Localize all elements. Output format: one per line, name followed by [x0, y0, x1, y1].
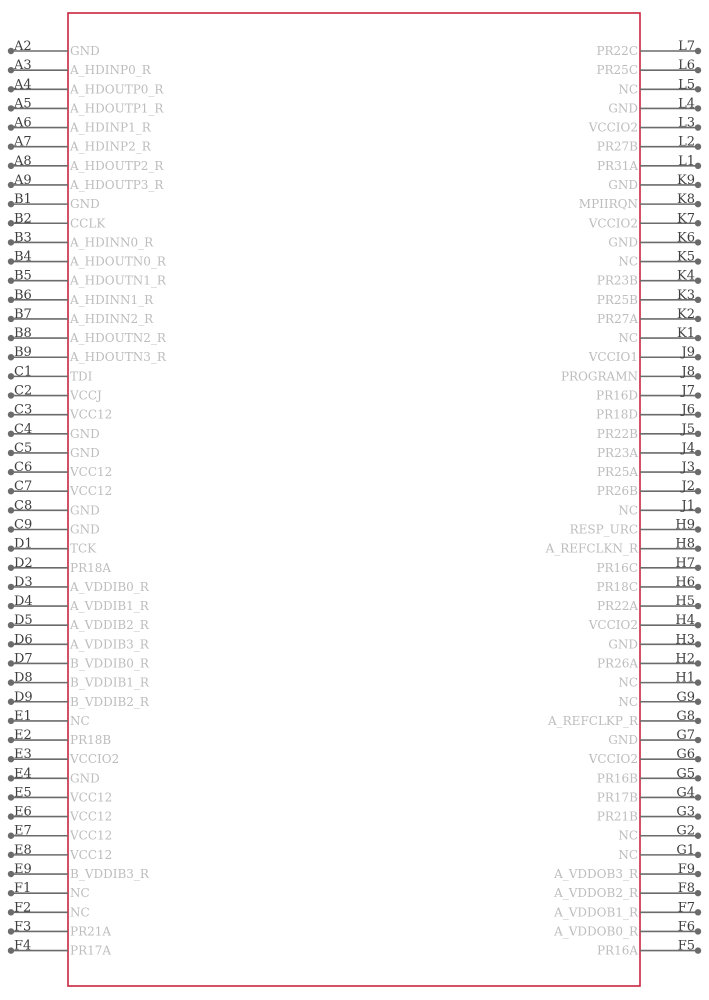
- pin-endpoint-dot: [695, 354, 701, 360]
- pin-name: A_REFCLKP_R: [547, 713, 638, 728]
- pin-name: NC: [618, 694, 638, 709]
- pin-name: VCCIO1: [588, 350, 638, 365]
- pin-name: GND: [608, 733, 638, 748]
- pin-name: PR23A: [596, 445, 638, 460]
- pin-number: G8: [676, 708, 695, 724]
- pin-number: B5: [14, 268, 32, 284]
- pin-number: B9: [14, 345, 32, 361]
- pin-name: A_HDINN2_R: [70, 311, 154, 326]
- pin-number: F8: [677, 881, 695, 897]
- pin-name: PR18C: [596, 579, 638, 594]
- pin-endpoint-dot: [695, 890, 701, 896]
- pin-number: H7: [675, 555, 695, 571]
- pin-number: L7: [678, 39, 695, 54]
- pin-name: A_VDDOB1_R: [554, 905, 638, 920]
- pin-name: GND: [70, 445, 100, 460]
- pin-endpoint-dot: [695, 871, 701, 877]
- pin-number: D5: [14, 613, 33, 629]
- pin-name: A_VDDIB3_R: [70, 637, 149, 652]
- pin-number: K4: [677, 268, 695, 284]
- pin-name: GND: [608, 101, 638, 116]
- pin-name: VCC12: [70, 847, 113, 862]
- pin-name: A_HDOUTP1_R: [70, 101, 164, 116]
- pin-name: VCCJ: [70, 388, 102, 403]
- pin-number: A8: [14, 153, 32, 169]
- pin-name: A_HDOUTP0_R: [70, 82, 164, 97]
- pin-number: K2: [677, 306, 695, 322]
- pin-number: A6: [14, 115, 32, 131]
- pin-name: NC: [618, 331, 638, 346]
- pin-endpoint-dot: [695, 373, 701, 379]
- pin-name: GND: [70, 426, 100, 441]
- pin-number: F3: [14, 919, 32, 935]
- pin-number: B6: [14, 287, 32, 303]
- pin-number: F6: [677, 919, 695, 935]
- pin-name: NC: [70, 713, 90, 728]
- pin-endpoint-dot: [695, 488, 701, 494]
- pin-number: J4: [681, 440, 695, 456]
- pin-number: F5: [677, 938, 695, 954]
- pin-number: F9: [677, 862, 695, 878]
- pin-name: PR17A: [70, 943, 112, 958]
- pin-name: GND: [70, 44, 100, 58]
- pin-name: RESP_URC: [569, 522, 638, 537]
- pin-number: J9: [681, 345, 695, 361]
- pin-number: B3: [14, 230, 32, 246]
- pin-endpoint-dot: [695, 431, 701, 437]
- pin-name: PR25C: [596, 63, 638, 78]
- pin-name: GND: [70, 522, 100, 537]
- pin-name: GND: [608, 177, 638, 192]
- pin-name: VCC12: [70, 828, 113, 843]
- pin-endpoint-dot: [695, 469, 701, 475]
- pin-endpoint-dot: [695, 67, 701, 73]
- pin-name: A_VDDOB2_R: [554, 886, 638, 901]
- pin-endpoint-dot: [695, 603, 701, 609]
- pin-number: C1: [14, 364, 33, 380]
- pin-number: L1: [678, 153, 695, 169]
- pin-number: G1: [676, 842, 695, 858]
- pin-number: J8: [681, 364, 695, 380]
- pin-name: A_HDINP2_R: [70, 139, 151, 154]
- pin-name: VCC12: [70, 465, 113, 480]
- pin-name: GND: [70, 771, 100, 786]
- pin-name: GND: [608, 637, 638, 652]
- pin-endpoint-dot: [695, 775, 701, 781]
- pin-number: H8: [675, 536, 695, 552]
- pin-name: PR18D: [596, 407, 638, 422]
- pin-number: K6: [677, 230, 695, 246]
- pin-endpoint-dot: [695, 909, 701, 915]
- pin-number: A4: [14, 77, 32, 93]
- pin-endpoint-dot: [695, 813, 701, 819]
- pin-endpoint-dot: [695, 794, 701, 800]
- pin-number: A2: [14, 39, 32, 54]
- pin-name: NC: [70, 886, 90, 901]
- pin-number: J3: [681, 460, 695, 476]
- pin-name: VCC12: [70, 790, 113, 805]
- pin-number: J5: [681, 421, 695, 437]
- pin-number: C2: [14, 383, 33, 399]
- pin-name: NC: [618, 503, 638, 518]
- pin-number: L2: [678, 134, 695, 150]
- pin-number: C6: [14, 460, 33, 476]
- pin-endpoint-dot: [695, 450, 701, 456]
- pin-number: H6: [675, 574, 695, 590]
- pin-name: MPIIRQN: [578, 197, 638, 212]
- pin-number: D3: [14, 574, 33, 590]
- pin-name: NC: [618, 82, 638, 97]
- pin-endpoint-dot: [695, 641, 701, 647]
- pin-number: J1: [681, 498, 695, 514]
- pin-number: A5: [14, 96, 32, 112]
- pin-number: L6: [678, 58, 695, 74]
- pin-endpoint-dot: [695, 928, 701, 934]
- pin-number: K8: [677, 192, 695, 208]
- pin-name: PR18B: [70, 733, 112, 748]
- pin-name: PR16C: [596, 560, 638, 575]
- pin-endpoint-dot: [695, 622, 701, 628]
- pin-endpoint-dot: [695, 947, 701, 953]
- pin-number: B8: [14, 326, 32, 342]
- pin-number: A9: [14, 172, 32, 188]
- pin-name: NC: [70, 905, 90, 920]
- pin-number: D4: [14, 594, 33, 610]
- pin-endpoint-dot: [695, 105, 701, 111]
- pin-name: A_HDINN0_R: [70, 235, 154, 250]
- pin-number: D1: [14, 536, 33, 552]
- pin-name: PR16D: [596, 388, 638, 403]
- pin-endpoint-dot: [695, 316, 701, 322]
- pin-number: J7: [681, 383, 695, 399]
- pin-name: PR16A: [596, 943, 638, 958]
- pin-number: F4: [14, 938, 32, 954]
- pin-number: H1: [675, 670, 695, 686]
- pin-name: VCC12: [70, 809, 113, 824]
- pin-number: E1: [14, 708, 32, 724]
- pin-number: B2: [14, 211, 32, 227]
- pin-name: A_VDDIB2_R: [70, 618, 149, 633]
- pin-name: VCCIO2: [588, 216, 638, 231]
- pin-number: C8: [14, 498, 33, 514]
- pin-number: F7: [677, 900, 695, 916]
- pin-number: E3: [14, 747, 32, 763]
- pin-number: G6: [676, 747, 695, 763]
- pin-number: L3: [678, 115, 695, 131]
- pin-name: A_HDOUTP2_R: [70, 158, 164, 173]
- pin-endpoint-dot: [695, 182, 701, 188]
- pin-name: PR22C: [596, 44, 638, 58]
- pin-endpoint-dot: [695, 335, 701, 341]
- pin-endpoint-dot: [695, 220, 701, 226]
- pin-number: D6: [14, 632, 33, 648]
- pin-endpoint-dot: [695, 718, 701, 724]
- pin-endpoint-dot: [695, 86, 701, 92]
- pin-number: E8: [14, 842, 32, 858]
- pin-endpoint-dot: [695, 392, 701, 398]
- pin-name: CCLK: [70, 216, 106, 231]
- pin-number: J2: [681, 479, 695, 495]
- pin-name: PR26A: [596, 656, 638, 671]
- pin-number: G3: [676, 804, 695, 820]
- pin-name: TDI: [70, 369, 93, 384]
- pin-name: B_VDDIB0_R: [70, 656, 149, 671]
- pin-name: A_VDDOB0_R: [554, 924, 638, 939]
- pin-name: GND: [70, 197, 100, 212]
- pin-endpoint-dot: [695, 507, 701, 513]
- pin-endpoint-dot: [695, 201, 701, 207]
- pin-number: C9: [14, 517, 33, 533]
- pin-number: H9: [675, 517, 695, 533]
- pin-endpoint-dot: [695, 258, 701, 264]
- pin-number: L5: [678, 77, 695, 93]
- pin-name: PR17B: [596, 790, 638, 805]
- pin-name: A_HDOUTN3_R: [70, 350, 166, 365]
- pin-number: C3: [14, 402, 33, 418]
- pin-name: VCCIO2: [70, 752, 120, 767]
- pin-name: VCCIO2: [588, 752, 638, 767]
- pin-number: G7: [676, 728, 695, 744]
- pin-endpoint-dot: [695, 411, 701, 417]
- pin-number: E2: [14, 728, 32, 744]
- pin-name: PR21A: [70, 924, 112, 939]
- pin-name: PR21B: [596, 809, 638, 824]
- pin-number: D2: [14, 555, 33, 571]
- pin-name: A_REFCLKN_R: [545, 541, 638, 556]
- pin-number: K3: [677, 287, 695, 303]
- pin-name: PR25A: [596, 465, 638, 480]
- pin-endpoint-dot: [695, 48, 701, 54]
- pin-name: B_VDDIB2_R: [70, 694, 149, 709]
- pin-name: A_VDDIB1_R: [70, 599, 149, 614]
- pin-number: B4: [14, 249, 32, 265]
- pin-number: A7: [14, 134, 32, 150]
- pin-number: C4: [14, 421, 33, 437]
- pin-endpoint-dot: [695, 660, 701, 666]
- pin-endpoint-dot: [695, 833, 701, 839]
- pin-number: K7: [677, 211, 695, 227]
- pin-name: VCCIO2: [588, 618, 638, 633]
- pin-number: E4: [14, 766, 32, 782]
- pin-name: PROGRAMN: [560, 369, 638, 384]
- pin-name: PR18A: [70, 560, 112, 575]
- pin-number: K1: [677, 326, 695, 342]
- pin-number: H2: [675, 651, 695, 667]
- pin-endpoint-dot: [695, 239, 701, 245]
- pin-name: PR27B: [596, 139, 638, 154]
- pin-number: B7: [14, 306, 32, 322]
- pin-endpoint-dot: [695, 756, 701, 762]
- pin-number: A3: [14, 58, 32, 74]
- pin-number: H3: [675, 632, 695, 648]
- pin-number: G2: [676, 823, 695, 839]
- pin-endpoint-dot: [695, 852, 701, 858]
- pin-name: A_VDDIB0_R: [70, 579, 149, 594]
- pin-name: NC: [618, 675, 638, 690]
- pin-endpoint-dot: [695, 584, 701, 590]
- pin-number: G9: [676, 689, 695, 705]
- pin-number: K9: [677, 172, 695, 188]
- pin-endpoint-dot: [695, 124, 701, 130]
- pin-name: PR23B: [596, 273, 638, 288]
- pin-name: PR26B: [596, 484, 638, 499]
- pin-number: E7: [14, 823, 32, 839]
- pin-number: J6: [681, 402, 695, 418]
- pin-name: NC: [618, 847, 638, 862]
- pin-name: A_HDINP0_R: [70, 63, 151, 78]
- pin-number: C7: [14, 479, 33, 495]
- pin-endpoint-dot: [695, 679, 701, 685]
- pin-number: E6: [14, 804, 32, 820]
- pin-number: H4: [675, 613, 695, 629]
- pin-endpoint-dot: [695, 565, 701, 571]
- pin-name: A_HDOUTN0_R: [70, 254, 166, 269]
- pin-number: G5: [676, 766, 695, 782]
- pin-name: NC: [618, 254, 638, 269]
- pin-name: A_HDOUTP3_R: [70, 177, 164, 192]
- pin-name: PR22A: [596, 599, 638, 614]
- pin-endpoint-dot: [695, 163, 701, 169]
- pin-endpoint-dot: [695, 545, 701, 551]
- pin-number: H5: [675, 594, 695, 610]
- pin-name: GND: [70, 503, 100, 518]
- pin-name: VCC12: [70, 407, 113, 422]
- pin-number: C5: [14, 440, 33, 456]
- pin-name: PR27A: [596, 311, 638, 326]
- pin-number: D9: [14, 689, 33, 705]
- pin-name: GND: [608, 235, 638, 250]
- pin-name: A_HDINN1_R: [70, 292, 154, 307]
- pin-name: A_HDOUTN1_R: [70, 273, 166, 288]
- pin-name: PR25B: [596, 292, 638, 307]
- pin-number: E5: [14, 785, 32, 801]
- pin-number: K5: [677, 249, 695, 265]
- pin-endpoint-dot: [695, 277, 701, 283]
- pin-number: G4: [676, 785, 695, 801]
- pin-name: VCC12: [70, 484, 113, 499]
- pin-endpoint-dot: [695, 737, 701, 743]
- pin-endpoint-dot: [695, 297, 701, 303]
- pin-name: B_VDDIB3_R: [70, 867, 149, 882]
- pin-name: B_VDDIB1_R: [70, 675, 149, 690]
- pin-endpoint-dot: [695, 699, 701, 705]
- pin-name: A_HDINP1_R: [70, 120, 151, 135]
- pin-name: VCCIO2: [588, 120, 638, 135]
- pin-number: D8: [14, 670, 33, 686]
- pin-number: E9: [14, 862, 32, 878]
- pin-name: A_HDOUTN2_R: [70, 331, 166, 346]
- pin-number: L4: [678, 96, 695, 112]
- pin-name: PR22B: [596, 426, 638, 441]
- pin-name: A_VDDOB3_R: [554, 867, 638, 882]
- pin-number: F2: [14, 900, 32, 916]
- pin-name: PR31A: [596, 158, 638, 173]
- pin-number: D7: [14, 651, 33, 667]
- pin-name: NC: [618, 828, 638, 843]
- pin-name: PR16B: [596, 771, 638, 786]
- pin-number: F1: [14, 881, 32, 897]
- pin-number: B1: [14, 192, 32, 208]
- pin-name: TCK: [70, 541, 97, 556]
- pin-endpoint-dot: [695, 526, 701, 532]
- pin-endpoint-dot: [695, 144, 701, 150]
